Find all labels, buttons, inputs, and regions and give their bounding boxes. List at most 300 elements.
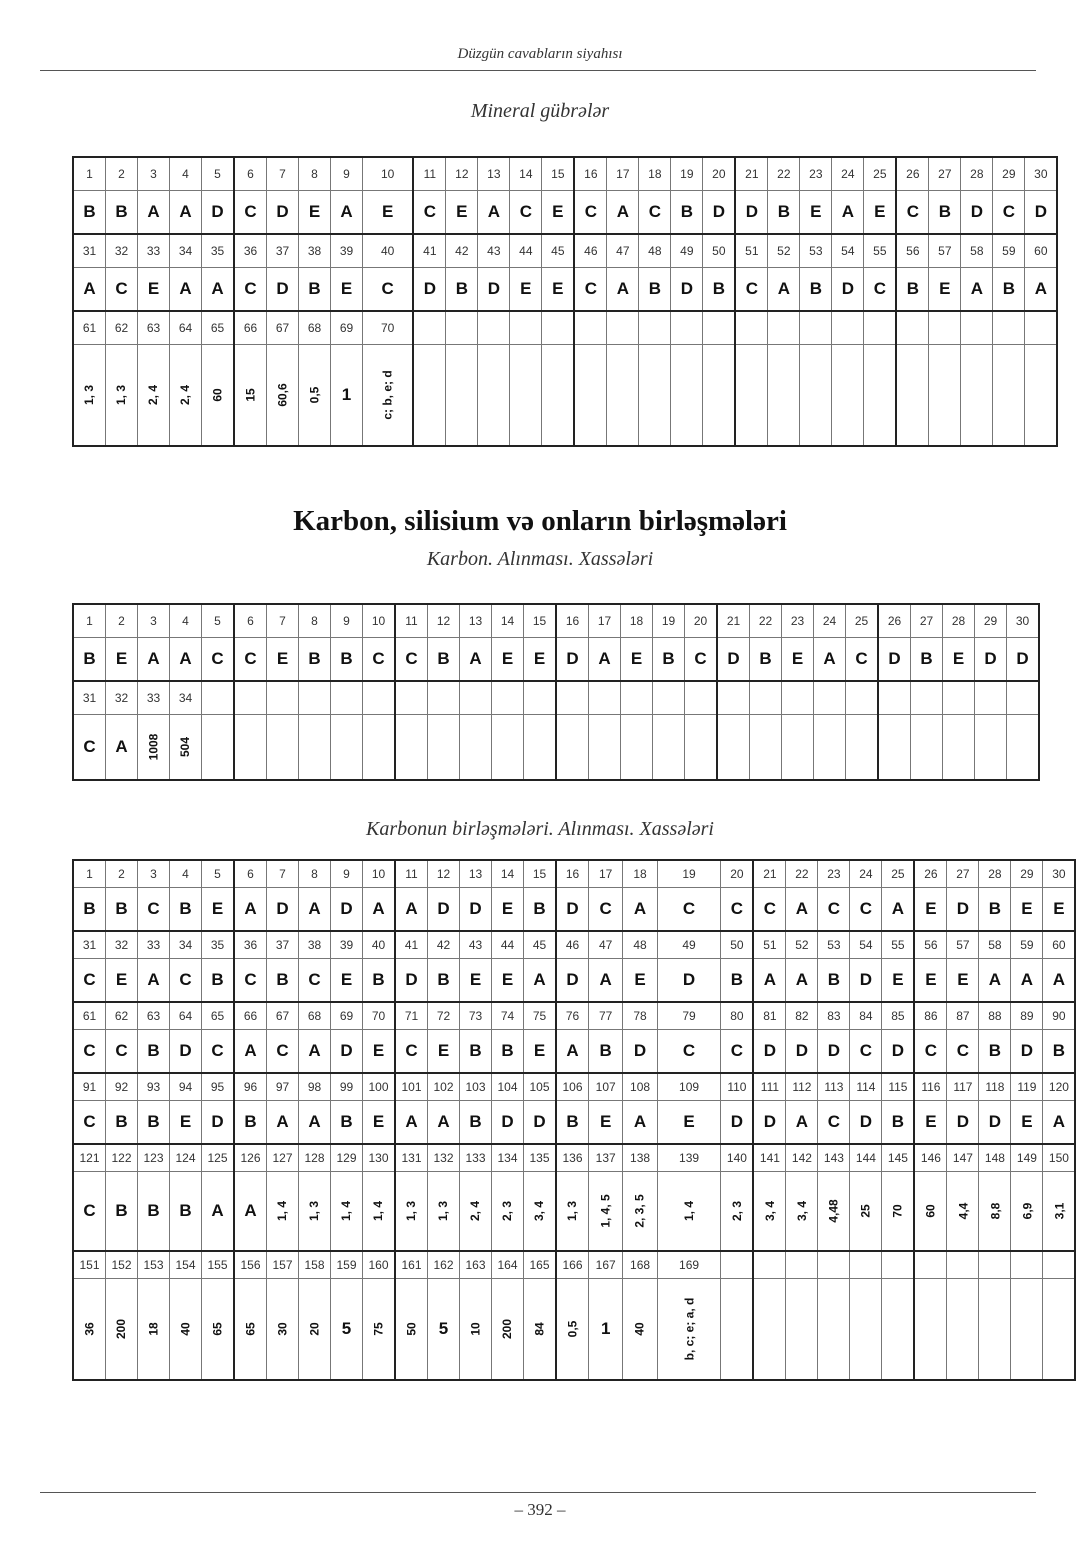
answer-text: 30 [275,1322,290,1336]
question-number [800,311,832,345]
answer-cell: C [657,888,721,932]
question-number: 1 [73,157,106,191]
answer-cell [138,1279,170,1381]
answer-cell [428,1172,460,1252]
answer-cell: B [979,1030,1011,1074]
answer-cell: D [1025,191,1058,235]
answer-row [73,888,1075,932]
question-number: 25 [882,860,915,888]
answer-cell [993,345,1025,447]
answer-cell [975,715,1007,781]
answer-cell: C [267,1030,299,1074]
answer-text: 8,8 [987,1202,1002,1220]
question-number: 9 [331,157,363,191]
answer-cell [524,715,557,781]
answer-cell [850,1279,882,1381]
question-number: 58 [961,234,993,268]
question-number: 3 [138,157,170,191]
answer-cell: A [1025,268,1058,312]
answer-cell [721,1172,754,1252]
answer-cell [896,345,929,447]
question-number: 52 [768,234,800,268]
answer-text: 1, 3 [307,1200,322,1222]
answer-cell: A [331,191,363,235]
question-number: 169 [657,1251,721,1279]
answer-text: 6,9 [1019,1202,1034,1220]
answer-cell: D [331,1030,363,1074]
answer-cell [492,715,524,781]
answer-text: 1, 3 [114,384,129,406]
question-number: 73 [460,1002,492,1030]
answer-cell: D [657,959,721,1003]
question-number [589,681,621,715]
answer-text: 3, 4 [532,1200,547,1222]
question-number: 88 [979,1002,1011,1030]
question-number: 32 [106,234,138,268]
question-number: 67 [267,311,299,345]
answer-cell [878,715,911,781]
question-number: 50 [703,234,736,268]
answer-cell [299,1279,331,1381]
question-number: 27 [947,860,979,888]
answer-cell [607,345,639,447]
answer-cell: E [106,638,138,682]
answer-cell: C [721,1030,754,1074]
answer-cell: E [542,268,575,312]
answer-cell: E [363,1101,396,1145]
answer-cell: E [331,959,363,1003]
question-number: 121 [73,1144,106,1172]
answer-cell: B [138,1030,170,1074]
answer-cell: B [299,268,331,312]
answer-cell: D [703,191,736,235]
answer-cell [556,1279,589,1381]
question-number: 152 [106,1251,138,1279]
answer-cell: D [786,1030,818,1074]
question-number: 29 [975,604,1007,638]
answer-row [73,1172,1075,1252]
answer-text: 200 [114,1318,129,1340]
question-number: 51 [735,234,768,268]
question-number: 54 [832,234,864,268]
question-number: 89 [1011,1002,1043,1030]
question-number: 136 [556,1144,589,1172]
answer-text: 3,1 [1051,1202,1066,1220]
answer-cell: C [818,888,850,932]
question-number [993,311,1025,345]
question-number [234,681,267,715]
answer-cell: A [1043,959,1076,1003]
question-number: 40 [363,931,396,959]
answer-cell: B [768,191,800,235]
question-number: 22 [750,604,782,638]
answer-cell: B [639,268,671,312]
answer-text: 75 [371,1322,386,1336]
question-number [975,681,1007,715]
question-number: 112 [786,1073,818,1101]
question-number: 39 [331,234,363,268]
answer-cell [524,1279,557,1381]
question-number: 51 [753,931,786,959]
answer-cell [979,1172,1011,1252]
answer-cell: B [428,959,460,1003]
question-number: 7 [267,604,299,638]
answer-cell [786,1172,818,1252]
answer-cell: C [993,191,1025,235]
answer-cell: B [202,959,235,1003]
question-number: 76 [556,1002,589,1030]
question-number [202,681,235,715]
answer-cell: B [138,1101,170,1145]
question-number: 166 [556,1251,589,1279]
answer-cell: B [492,1030,524,1074]
answer-cell: D [395,959,428,1003]
answer-cell: D [979,1101,1011,1145]
answer-cell: E [363,1030,396,1074]
answer-cell [267,345,299,447]
question-number: 46 [574,234,607,268]
answer-cell [170,715,202,781]
answer-cell [750,715,782,781]
question-number: 32 [106,681,138,715]
answer-cell [542,345,575,447]
question-number: 26 [896,157,929,191]
question-number: 116 [914,1073,947,1101]
answer-text: 20 [307,1322,322,1336]
page-number: – 392 – [514,1500,566,1519]
question-number [929,311,961,345]
question-number: 21 [735,157,768,191]
answer-cell: 1 [589,1279,623,1381]
question-number: 162 [428,1251,460,1279]
question-number: 146 [914,1144,947,1172]
question-number: 56 [896,234,929,268]
question-number: 14 [492,604,524,638]
answer-cell: B [170,888,202,932]
question-number: 19 [671,157,703,191]
question-number: 24 [832,157,864,191]
answer-cell: A [299,888,331,932]
question-number: 22 [786,860,818,888]
question-number: 120 [1043,1073,1076,1101]
answer-cell [721,1279,754,1381]
answer-cell: B [428,638,460,682]
question-number: 106 [556,1073,589,1101]
answer-cell: 5 [331,1279,363,1381]
question-number: 153 [138,1251,170,1279]
question-number: 85 [882,1002,915,1030]
question-number: 28 [961,157,993,191]
answer-text: 2, 4 [178,384,193,406]
question-number: 81 [753,1002,786,1030]
question-number: 41 [413,234,446,268]
answer-cell: E [492,638,524,682]
answer-cell [106,345,138,447]
answer-row [73,1279,1075,1381]
answer-cell: D [170,1030,202,1074]
answer-text: 1, 3 [404,1200,419,1222]
question-number: 133 [460,1144,492,1172]
answer-cell [639,345,671,447]
answer-cell [299,345,331,447]
question-number [267,681,299,715]
number-row [73,234,1057,268]
answer-cell: D [947,1101,979,1145]
question-number: 20 [703,157,736,191]
answer-cell: E [800,191,832,235]
answer-text: 1, 4 [275,1200,290,1222]
question-number: 113 [818,1073,850,1101]
question-number [818,1251,850,1279]
answer-cell: A [395,888,428,932]
question-number: 13 [478,157,510,191]
question-number: 107 [589,1073,623,1101]
answer-cell [947,1172,979,1252]
answer-cell: B [73,888,106,932]
answer-cell: C [721,888,754,932]
answer-text: 1, 3 [82,384,97,406]
answer-cell: B [589,1030,623,1074]
answer-cell: A [478,191,510,235]
answer-cell [234,715,267,781]
answer-cell: E [1011,888,1043,932]
answer-cell [753,1279,786,1381]
question-number: 68 [299,1002,331,1030]
question-number: 26 [878,604,911,638]
question-number [395,681,428,715]
answer-cell: E [542,191,575,235]
answer-row [73,191,1057,235]
answer-cell: A [961,268,993,312]
question-number [1043,1251,1076,1279]
question-number: 66 [234,311,267,345]
number-row [73,157,1057,191]
answer-cell: E [914,959,947,1003]
question-number: 48 [639,234,671,268]
answer-cell [363,345,414,447]
answer-cell: B [331,1101,363,1145]
question-number: 145 [882,1144,915,1172]
question-number: 18 [621,604,653,638]
answer-cell [850,1172,882,1252]
question-number: 82 [786,1002,818,1030]
question-number: 33 [138,681,170,715]
question-number: 59 [1011,931,1043,959]
answer-cell: E [943,638,975,682]
answer-cell: E [914,1101,947,1145]
question-number: 12 [428,604,460,638]
answer-cell: A [299,1030,331,1074]
answer-cell: C [234,191,267,235]
answer-cell: C [363,268,414,312]
footer-rule [40,1492,1036,1493]
question-number: 27 [911,604,943,638]
answer-text: 10 [468,1322,483,1336]
answer-cell: B [800,268,832,312]
answer-cell: E [331,268,363,312]
question-number: 163 [460,1251,492,1279]
answer-cell: A [170,638,202,682]
answer-cell: A [170,268,202,312]
answer-cell: B [1043,1030,1076,1074]
answer-text: 4,48 [826,1199,841,1223]
answer-cell: C [818,1101,850,1145]
question-number: 22 [768,157,800,191]
question-number: 21 [753,860,786,888]
question-number: 138 [623,1144,657,1172]
answer-cell [623,1172,657,1252]
question-number: 132 [428,1144,460,1172]
question-number [1011,1251,1043,1279]
answer-text: 2, 3, 5 [633,1194,648,1228]
answer-cell: C [170,959,202,1003]
question-number: 23 [800,157,832,191]
number-row [73,860,1075,888]
answer-cell: E [1011,1101,1043,1145]
answer-cell: E [782,638,814,682]
answer-cell: E [202,888,235,932]
question-number: 137 [589,1144,623,1172]
answer-cell: E [460,959,492,1003]
question-number: 6 [234,860,267,888]
question-number: 55 [864,234,897,268]
answer-cell: A [73,268,106,312]
answer-cell [492,1172,524,1252]
answer-cell: B [818,959,850,1003]
answer-cell: E [1043,888,1076,932]
question-number: 13 [460,604,492,638]
question-number: 47 [607,234,639,268]
question-number: 14 [492,860,524,888]
question-number [478,311,510,345]
answer-cell: C [589,888,623,932]
subtitle-karbonun: Karbonun birləşmələri. Alınması. Xassələri [366,818,714,840]
answer-cell: A [428,1101,460,1145]
answer-text: 60 [210,388,225,402]
question-number: 154 [170,1251,202,1279]
question-number [428,681,460,715]
number-row [73,604,1039,638]
answer-cell: A [299,1101,331,1145]
answer-cell [657,1279,721,1381]
answer-cell: A [607,191,639,235]
question-number: 129 [331,1144,363,1172]
answer-cell: C [510,191,542,235]
answer-cell: B [106,888,138,932]
question-number: 102 [428,1073,460,1101]
answer-cell [510,345,542,447]
question-number: 53 [818,931,850,959]
question-number: 36 [234,234,267,268]
answer-cell: 1 [331,345,363,447]
question-number: 18 [623,860,657,888]
answer-cell: D [717,638,750,682]
question-number [621,681,653,715]
answer-cell: C [395,1030,428,1074]
answer-cell [106,1279,138,1381]
question-number: 31 [73,234,106,268]
answer-cell: E [524,1030,557,1074]
question-number: 30 [1043,860,1076,888]
question-number [446,311,478,345]
answer-cell: C [234,268,267,312]
question-number [753,1251,786,1279]
question-number: 53 [800,234,832,268]
question-number: 12 [446,157,478,191]
question-number: 31 [73,681,106,715]
answer-cell: B [106,1172,138,1252]
question-number: 35 [202,931,235,959]
answer-cell [460,715,492,781]
question-number: 140 [721,1144,754,1172]
answer-cell: E [623,959,657,1003]
answer-cell [786,1279,818,1381]
answer-cell [170,345,202,447]
answer-row [73,959,1075,1003]
question-number [703,311,736,345]
question-number: 70 [363,311,414,345]
answer-cell [914,1279,947,1381]
answer-cell: B [882,1101,915,1145]
answer-cell: B [363,959,396,1003]
question-number: 159 [331,1251,363,1279]
answer-cell: C [363,638,396,682]
answer-text: 200 [500,1318,515,1340]
question-number: 117 [947,1073,979,1101]
answer-cell: A [202,1172,235,1252]
answer-cell: A [882,888,915,932]
answer-cell [299,1172,331,1252]
answer-cell [653,715,685,781]
answer-cell: C [850,1030,882,1074]
answer-cell: D [671,268,703,312]
answer-text: 70 [890,1204,905,1218]
subtitle-karbon: Karbon. Alınması. Xassələri [426,548,654,570]
answer-cell [202,715,235,781]
answer-cell: D [753,1101,786,1145]
answer-cell: E [363,191,414,235]
question-number: 17 [589,604,621,638]
question-number: 2 [106,157,138,191]
question-number: 63 [138,311,170,345]
answer-text: 2, 4 [468,1200,483,1222]
answer-cell [882,1172,915,1252]
question-number: 15 [524,860,557,888]
answer-cell: C [685,638,718,682]
question-number: 30 [1025,157,1058,191]
answer-cell: A [138,191,170,235]
answer-cell: A [1043,1101,1076,1145]
question-number: 45 [524,931,557,959]
answer-cell: B [750,638,782,682]
question-number: 48 [623,931,657,959]
question-number [510,311,542,345]
answer-cell [492,1279,524,1381]
question-number: 141 [753,1144,786,1172]
answer-cell [846,715,879,781]
answer-cell [589,1172,623,1252]
answer-cell: C [850,888,882,932]
answer-cell: A [753,959,786,1003]
question-number: 11 [395,860,428,888]
answer-cell [814,715,846,781]
answer-text: 15 [243,388,258,402]
question-number: 62 [106,311,138,345]
question-number: 6 [234,604,267,638]
answer-cell: C [73,1101,106,1145]
answer-cell [299,715,331,781]
answer-cell: B [299,638,331,682]
